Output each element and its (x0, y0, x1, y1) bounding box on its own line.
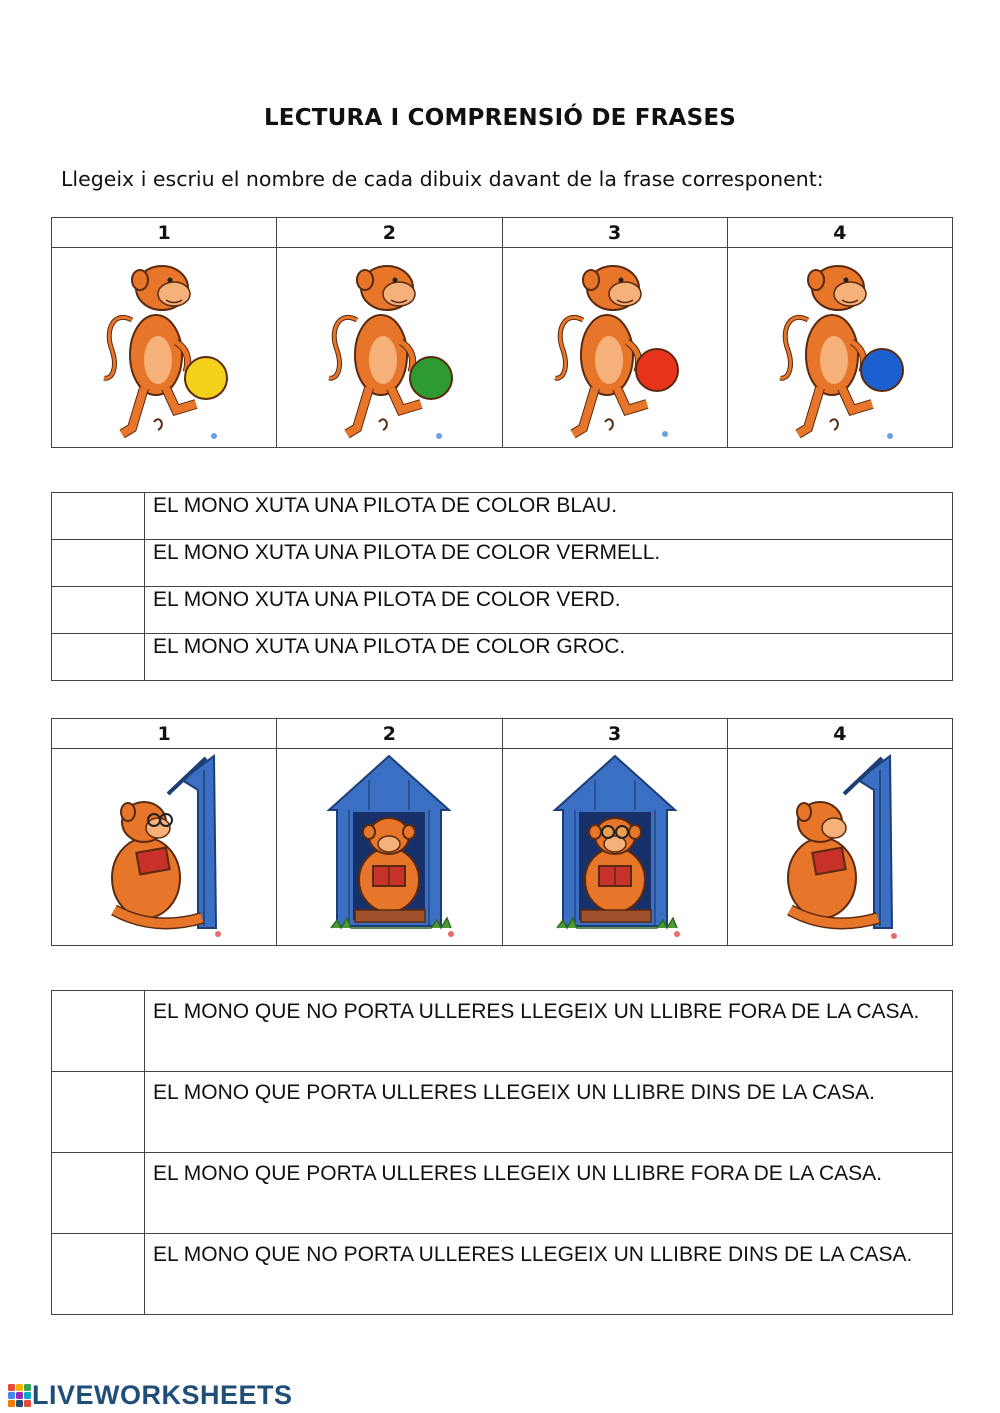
answer-number-box[interactable] (52, 540, 145, 587)
picture-number: 4 (727, 719, 952, 749)
logo-text: LIVEWORKSHEETS (32, 1380, 293, 1410)
ball-sentence-table (51, 492, 953, 681)
answer-number-box[interactable] (52, 1153, 145, 1234)
picture-number: 2 (277, 719, 502, 749)
reading-sentence-table (51, 990, 953, 1315)
monkey-reading-outside-image (770, 750, 910, 940)
monkey-glasses-reading-inside-house-image (545, 750, 685, 940)
monkey-kicking-green-ball-image (319, 250, 459, 440)
ball-icon (636, 349, 678, 391)
reading-picture-table (51, 718, 953, 946)
sentence: EL MONO XUTA UNA PILOTA DE COLOR BLAU. (145, 493, 953, 540)
sentence: EL MONO XUTA UNA PILOTA DE COLOR VERD. (145, 587, 953, 634)
page-title: LECTURA I COMPRENSIÓ DE FRASES (263, 105, 737, 131)
monkey-reading-inside-house-image (319, 750, 459, 940)
ball-icon (185, 357, 227, 399)
ball-icon (861, 349, 903, 391)
picture-cell (277, 749, 502, 946)
sentence: EL MONO QUE PORTA ULLERES LLEGEIX UN LLIBRE DINS DE LA CASA. (145, 1072, 953, 1153)
answer-number-box[interactable] (52, 493, 145, 540)
answer-number-box[interactable] (52, 634, 145, 681)
answer-number-box[interactable] (52, 991, 145, 1072)
answer-number-box[interactable] (52, 1072, 145, 1153)
ball-picture-table (51, 217, 953, 448)
monkey-kicking-red-ball-image (545, 250, 685, 440)
answer-number-box[interactable] (52, 587, 145, 634)
picture-cell (52, 749, 277, 946)
picture-number: 1 (52, 719, 277, 749)
sentence: EL MONO XUTA UNA PILOTA DE COLOR GROC. (145, 634, 953, 681)
sentence: EL MONO XUTA UNA PILOTA DE COLOR VERMELL. (145, 540, 953, 587)
picture-cell (52, 248, 277, 448)
answer-number-box[interactable] (52, 1234, 145, 1315)
monkey-glasses-reading-outside-image (94, 750, 234, 940)
picture-number: 3 (502, 218, 727, 248)
picture-number: 2 (277, 218, 502, 248)
instruction-text: Llegeix i escriu el nombre de cada dibuix davant de la frase corresponent: (61, 167, 824, 191)
sentence: EL MONO QUE NO PORTA ULLERES LLEGEIX UN LLIBRE FORA DE LA CASA. (145, 991, 953, 1072)
picture-cell (502, 749, 727, 946)
logo-blocks-icon (8, 1384, 32, 1408)
picture-cell (727, 749, 952, 946)
ball-icon (410, 357, 452, 399)
picture-cell (277, 248, 502, 448)
picture-cell (502, 248, 727, 448)
sentence: EL MONO QUE NO PORTA ULLERES LLEGEIX UN LLIBRE DINS DE LA CASA. (145, 1234, 953, 1315)
monkey-kicking-blue-ball-image (770, 250, 910, 440)
sentence: EL MONO QUE PORTA ULLERES LLEGEIX UN LLIBRE FORA DE LA CASA. (145, 1153, 953, 1234)
monkey-kicking-yellow-ball-image (94, 250, 234, 440)
picture-number: 4 (727, 218, 952, 248)
picture-cell (727, 248, 952, 448)
liveworksheets-logo (8, 1380, 293, 1411)
picture-number: 1 (52, 218, 277, 248)
picture-number: 3 (502, 719, 727, 749)
